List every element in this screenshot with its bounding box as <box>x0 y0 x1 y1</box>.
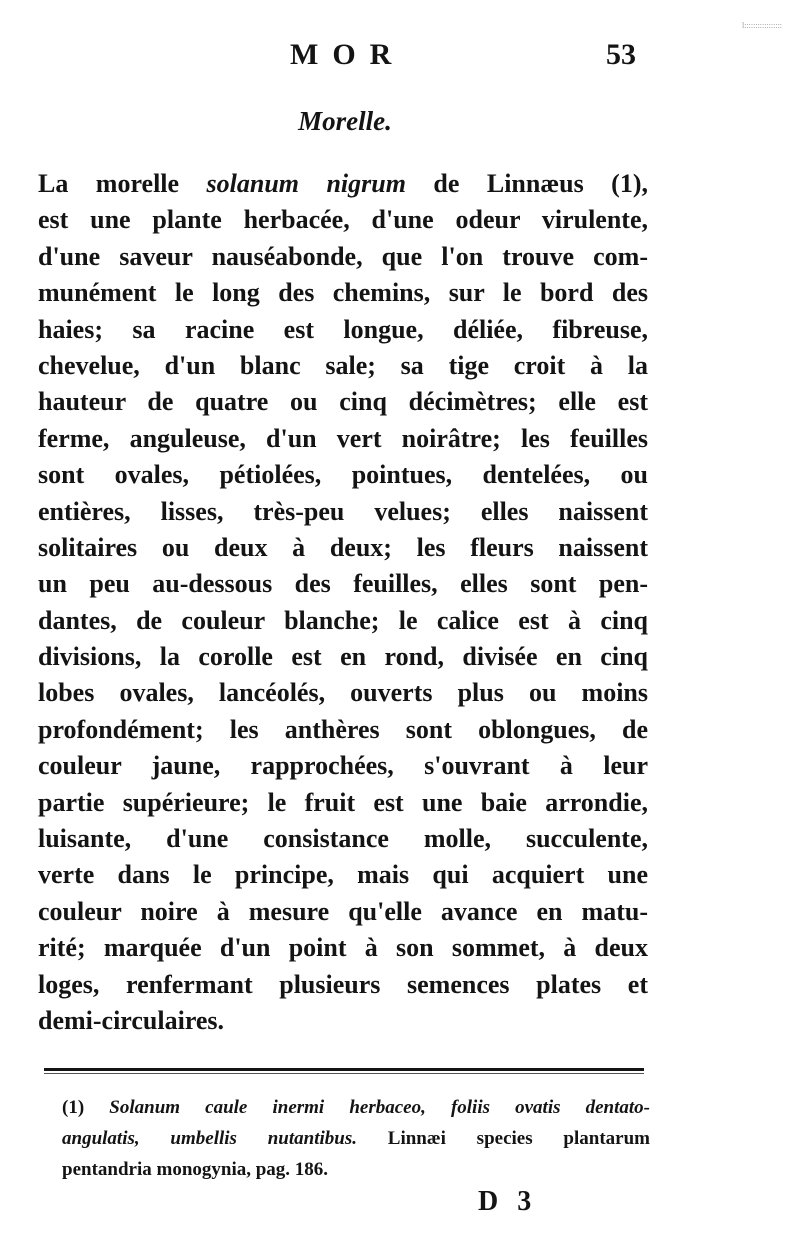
body-line: couleur noire à mesure qu'elle avance en matu- <box>38 896 648 926</box>
footnote-line: pentandria monogynia, pag. 186. <box>62 1159 329 1180</box>
body-line: hauteur de quatre ou cinq décimètres; elle est <box>38 387 648 417</box>
body-line: est une plante herbacée, d'une odeur virulente, <box>38 205 648 235</box>
body-line: divisions, la corolle est en rond, divisée en cinq <box>38 642 648 672</box>
signature-mark: D 3 <box>478 1186 538 1217</box>
body-line: demi-circulaires. <box>38 1005 225 1035</box>
body-line: solitaires ou deux à deux; les fleurs naissent <box>38 532 648 562</box>
footnote-divider-thin <box>44 1073 644 1074</box>
footnote <box>62 1092 650 1185</box>
page-number: 53 <box>606 38 636 71</box>
body-line: munément le long des chemins, sur le bord des <box>38 278 648 308</box>
section-title: Morelle. <box>298 106 392 136</box>
body-line: un peu au-dessous des feuilles, elles sont pen- <box>38 569 648 599</box>
body-line: ferme, anguleuse, d'un vert noirâtre; les feuilles <box>38 423 648 453</box>
footnote-line: angulatis, umbellis nutantibus. Linnæi species plantarum <box>62 1128 650 1149</box>
body-line: d'une saveur nauséabonde, que l'on trouve com- <box>38 241 648 271</box>
footnote-line: (1) Solanum caule inermi herbaceo, foliis ovatis dentato- <box>62 1097 651 1118</box>
body-line: profondément; les anthères sont oblongues, de <box>38 714 648 744</box>
body-line: verte dans le principe, mais qui acquiert une <box>38 860 648 890</box>
body-line: loges, renfermant plusieurs semences plates et <box>38 969 648 999</box>
body-line: luisante, d'une consistance molle, succulente, <box>38 824 648 854</box>
body-line: rité; marquée d'un point à son sommet, à deux <box>38 933 648 963</box>
margin-marks: l::::::::::::::::: <box>742 21 783 30</box>
body-line: partie supérieure; le fruit est une baie arrondie, <box>38 787 648 817</box>
body-line: sont ovales, pétiolées, pointues, dentelées, ou <box>38 460 648 490</box>
body-line: chevelue, d'un blanc sale; sa tige croit à la <box>38 350 648 380</box>
body-paragraph <box>38 166 648 1039</box>
footnote-divider <box>44 1068 644 1071</box>
body-line: dantes, de couleur blanche; le calice est à cinq <box>38 605 648 635</box>
body-line: haies; sa racine est longue, déliée, fibreuse, <box>38 314 648 344</box>
body-line: couleur jaune, rapprochées, s'ouvrant à leur <box>38 751 648 781</box>
body-line: La morelle solanum nigrum de Linnæus (1), <box>38 169 648 198</box>
body-line: lobes ovales, lancéolés, ouverts plus ou moins <box>38 678 648 708</box>
running-head: MOR <box>290 38 406 71</box>
body-line: entières, lisses, très-peu velues; elles naissent <box>38 496 648 526</box>
